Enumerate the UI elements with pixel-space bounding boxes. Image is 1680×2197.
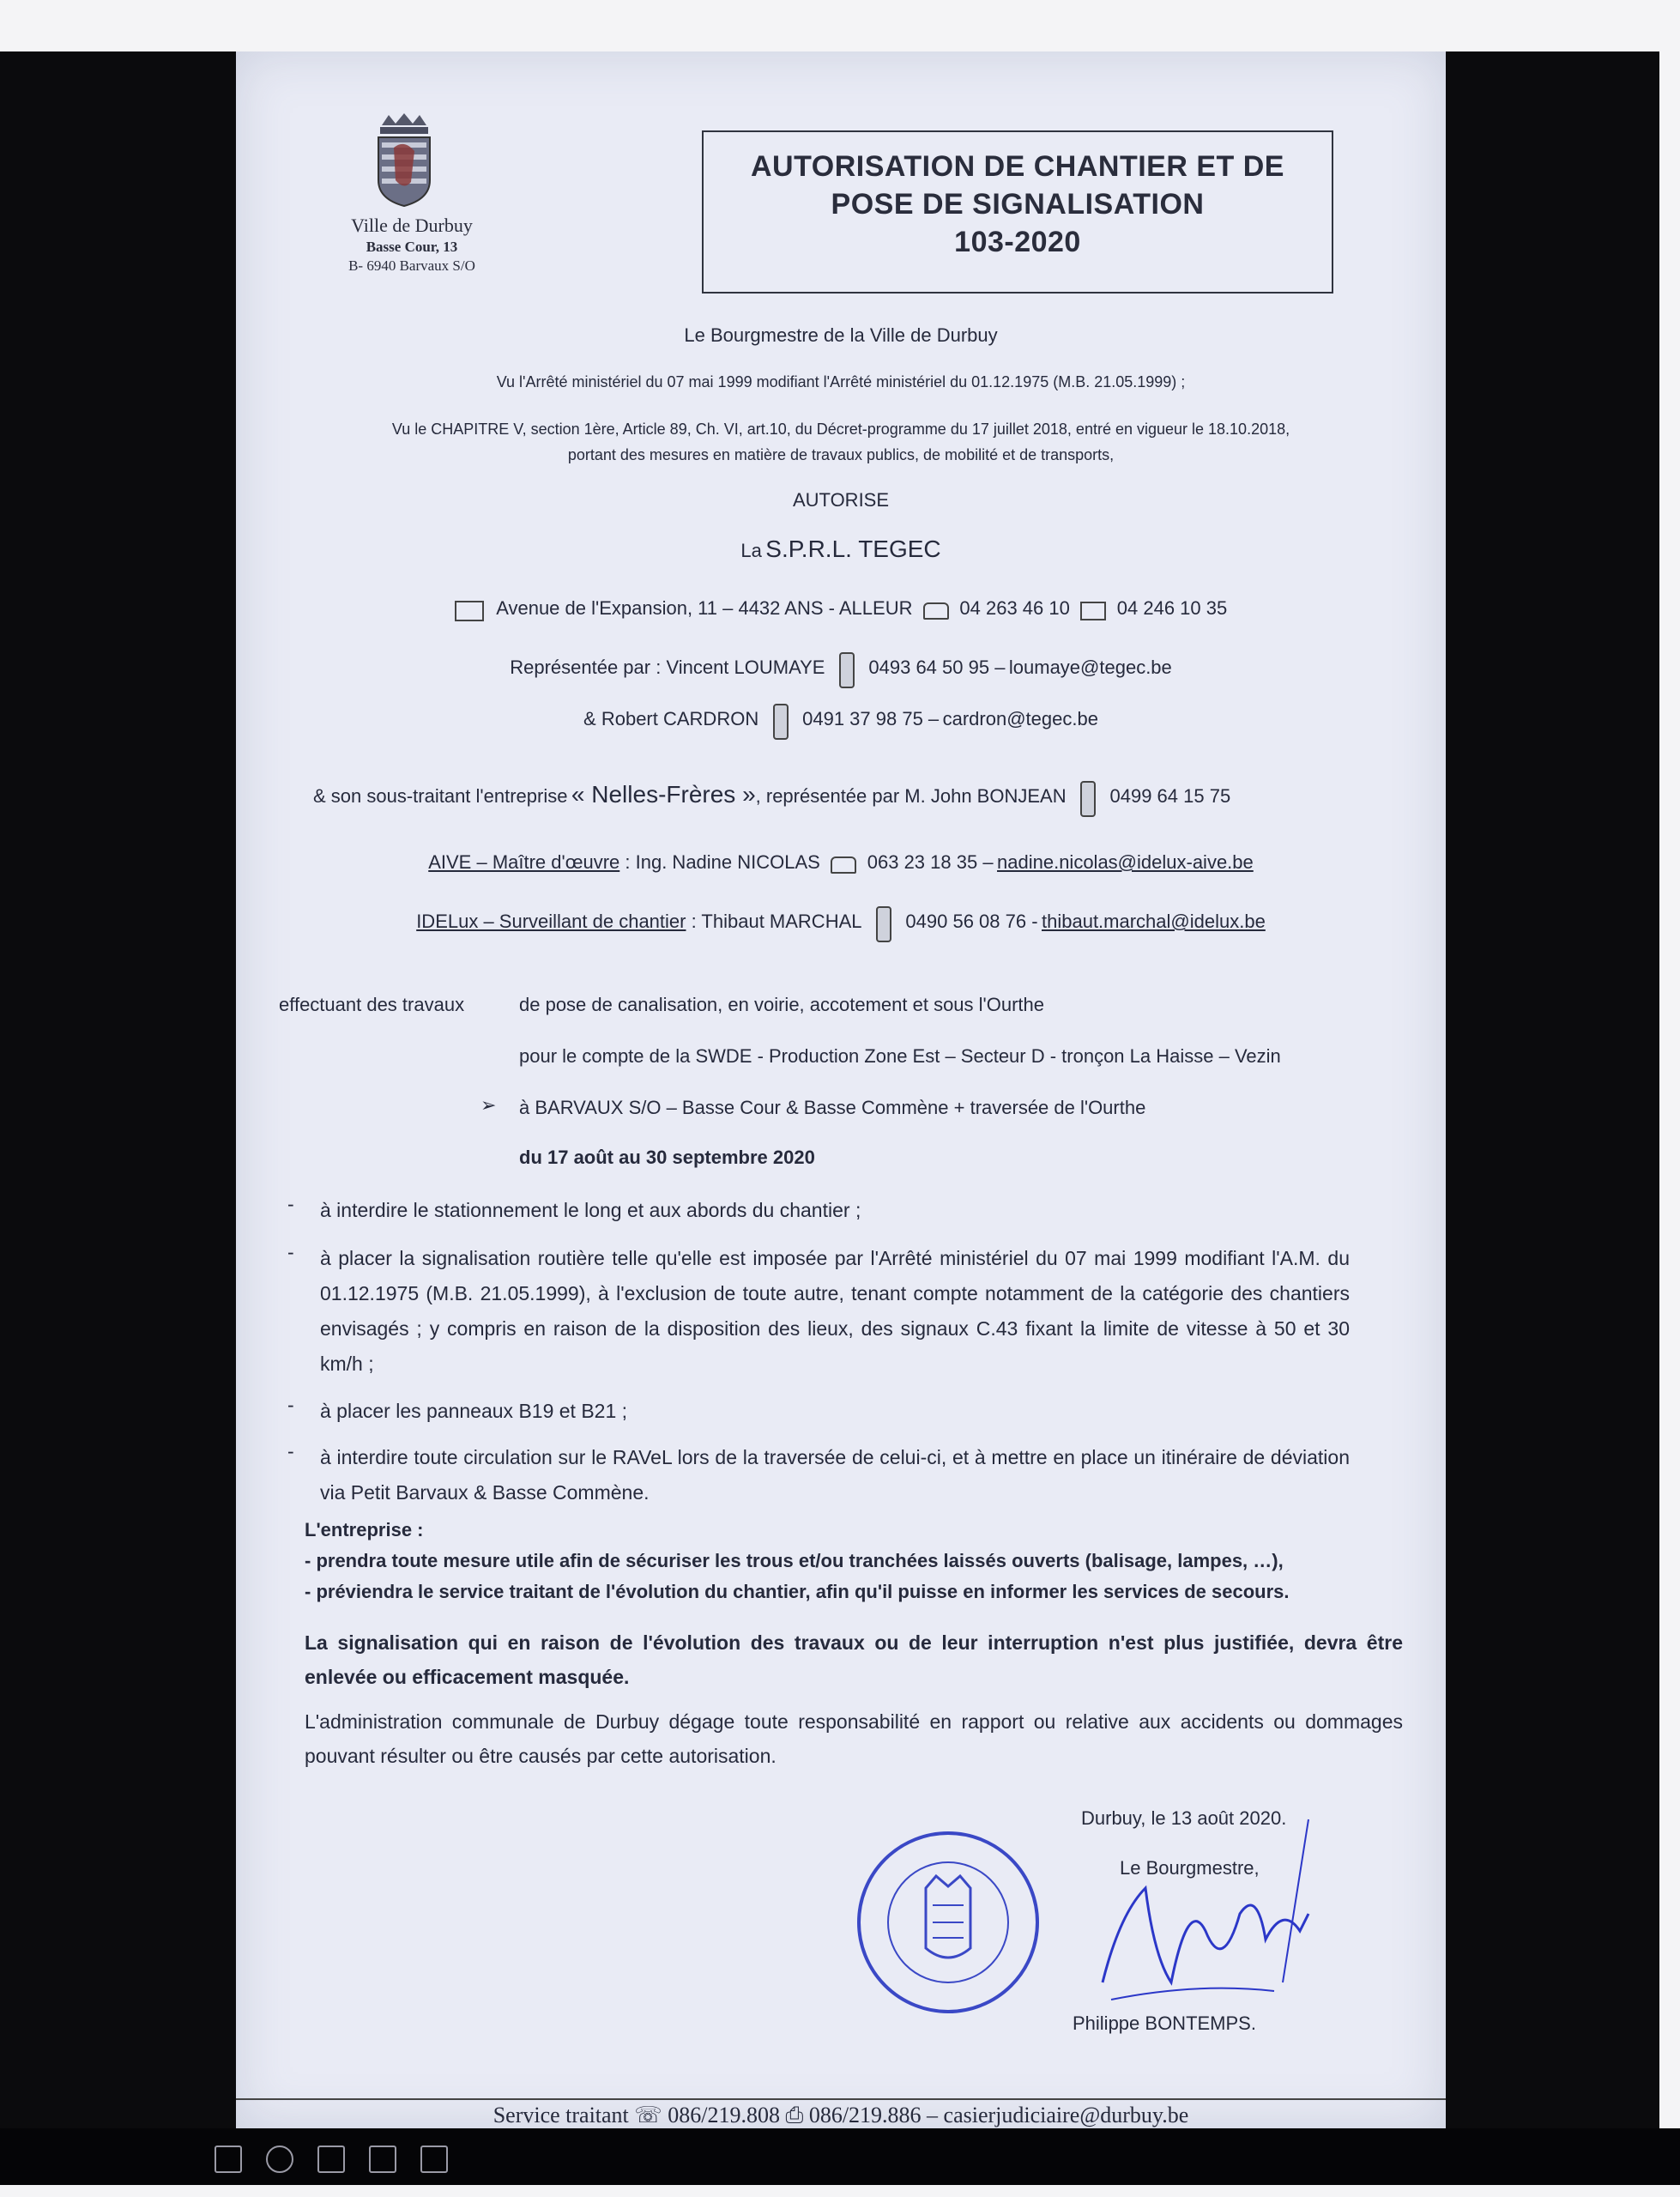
obligation-item: - à interdire le stationnement le long et aux abords du chantier ; [287,1193,1403,1229]
company-phone: 04 263 46 10 [959,597,1070,619]
representative-2 [236,704,1446,740]
obligation-item: - à placer les panneaux B19 et B21 ; [287,1394,1403,1430]
entreprise-heading: L'entreprise : [305,1519,424,1540]
obligation-text: à interdire le stationnement le long et aux abords du chantier ; [320,1199,861,1221]
aive-line [236,851,1446,874]
legal-basis-1: Vu l'Arrêté ministériel du 07 mai 1999 modifiant l'Arrêté ministériel du 01.12.1975 (M.B. 21.05.1999) ; [496,373,1186,390]
municipality-city: B- 6940 Barvaux S/O [348,257,475,274]
telephone-icon [831,856,856,874]
representative-2-label: & Robert CARDRON [583,708,759,730]
representative-1 [236,652,1446,688]
works-period: du 17 août au 30 septembre 2020 [519,1147,815,1168]
works-label: effectuant des travaux [279,994,465,1015]
title-box [702,130,1333,294]
photo-border-top [0,0,1680,51]
signature-role: Le Bourgmestre, [1120,1857,1260,1879]
subcontractor-prefix: & son sous-traitant l'entreprise [313,785,568,808]
works-description: de pose de canalisation, en voirie, accotement et sous l'Ourthe [519,994,1045,1015]
subcontractor-line [313,781,1429,817]
obligation-text: à interdire toute circulation sur le RAVeL lors de la traversée de celui-ci, et à mettre en place un itinéraire de déviation via Petit Barvaux & Basse Commène. [320,1446,1350,1504]
municipality-block [287,215,536,275]
company-address: Avenue de l'Expansion, 11 – 4432 ANS - ALLEUR [496,597,913,619]
title-line-2: POSE DE SIGNALISATION [831,188,1205,221]
obligation-item: - à interdire toute circulation sur le RAVeL lors de la traversée de celui-ci, et à mettre en place un itinéraire de déviation via Petit Barvaux & Basse Commène. [287,1440,1403,1512]
signatory-name: Philippe BONTEMPS. [1073,2012,1256,2034]
signature-place-date: Durbuy, le 13 août 2020. [1081,1807,1287,1829]
entreprise-item-2: - préviendra le service traitant de l'évolution du chantier, afin qu'il puisse en informer les services de secours. [305,1581,1290,1602]
issuer: Le Bourgmestre de la Ville de Durbuy [684,324,998,346]
taskbar [0,2128,1680,2185]
representative-1-label: Représentée par : Vincent LOUMAYE [510,657,825,679]
works-location: à BARVAUX S/O – Basse Cour & Basse Commène + traversée de l'Ourthe [519,1097,1146,1118]
representative-2-phone: 0491 37 98 75 – [802,708,940,730]
obligation-text: à placer les panneaux B19 et B21 ; [320,1400,628,1422]
aive-email[interactable]: nadine.nicolas@idelux-aive.be [997,851,1254,873]
idelux-email[interactable]: thibaut.marchal@idelux.be [1042,911,1266,933]
windows-start-icon[interactable] [215,2146,242,2173]
task-view-icon[interactable] [317,2146,345,2173]
aive-contact: : Ing. Nadine NICOLAS [619,851,820,873]
title-line-1: AUTORISATION DE CHANTIER ET DE [751,150,1284,183]
works-client: pour le compte de la SWDE - Production Zone Est – Secteur D - tronçon La Haisse – Vezin [519,1045,1281,1067]
disclaimer: L'administration communale de Durbuy dégage toute responsabilité en rapport ou relative aux accidents ou dommages pouvant résulter ou être causés par cette autorisation. [305,1710,1403,1767]
idelux-role: IDELux – Surveillant de chantier [416,911,686,933]
subcontractor-name: « Nelles-Frères » [571,781,756,808]
fax-icon [1080,602,1106,620]
photo-border-right [1659,0,1680,2197]
mobile-phone-icon [773,704,789,740]
signalisation-note: La signalisation qui en raison de l'évolution des travaux ou de leur interruption n'est plus justifiée, devra être enlevée ou efficacement masquée. [305,1631,1403,1688]
idelux-contact: : Thibaut MARCHAL [686,911,862,933]
legal-basis-2a: Vu le CHAPITRE V, section 1ère, Article 89, Ch. VI, art.10, du Décret-programme du 17 juillet 2018, entré en vigueur le 18.10.2018, [391,421,1290,438]
subcontractor-representative: , représentée par M. John BONJEAN [755,785,1067,808]
representative-2-email[interactable]: cardron@tegec.be [942,708,1098,730]
subcontractor-phone: 0499 64 15 75 [1109,785,1231,808]
legal-basis-2b: portant des mesures en matière de travaux publics, de mobilité et de transports, [567,446,1115,463]
municipal-stamp-icon [854,1828,1042,2017]
obligation-item: - à placer la signalisation routière telle qu'elle est imposée par l'Arrêté ministériel du 07 mai 1999 modifiant l'A.M. du 01.12.1975 (M.B. 21.05.1999), à l'exclusion de toute autre, tenant compte notamment de la catégorie des chantiers envisagés ; y compris en raison de la disposition des lieux, des signaux C.43 fixant la limite de vitesse à 50 et 30 km/h ; [287,1241,1403,1387]
search-icon[interactable] [266,2146,293,2173]
obligation-text: à placer la signalisation routière telle qu'elle est imposée par l'Arrêté ministériel du 07 mai 1999 modifiant l'A.M. du 01.12.1975 (M.B. 21.05.1999), à l'exclusion de toute autre, tenant compte notamment de la catégorie des chantiers envisagés ; y compris en raison de la disposition des lieux, des signaux C.43 fixant la limite de vitesse à 50 et 30 km/h ; [320,1247,1350,1375]
company-prefix: La [740,540,762,561]
mobile-phone-icon [1080,781,1096,817]
photo-border-bottom [0,2185,1680,2197]
company-name: S.P.R.L. TEGEC [765,536,941,562]
municipality-address: Basse Cour, 13 [366,239,458,255]
telephone-icon [923,602,949,620]
municipality-name: Ville de Durbuy [351,215,473,236]
authorization-number: 103-2020 [954,226,1081,258]
handwritten-signature-icon [1094,1811,1351,2008]
aive-role: AIVE – Maître d'œuvre [428,851,620,873]
footer-divider [236,2098,1446,2100]
entreprise-item-1: - prendra toute mesure utile afin de sécuriser les trous et/ou tranchées laissés ouverts (balisage, lampes, …), [305,1550,1284,1571]
idelux-line [236,906,1446,942]
file-explorer-icon[interactable] [369,2146,396,2173]
municipal-crest-icon [373,113,435,208]
representative-1-phone: 0493 64 50 95 – [868,657,1006,679]
mobile-phone-icon [839,652,855,688]
arrow-bullet-icon: ➢ [480,1094,497,1116]
idelux-phone: 0490 56 08 76 - [905,911,1038,933]
document-page [236,51,1446,2128]
app-icon[interactable] [420,2146,448,2173]
representative-1-email[interactable]: loumaye@tegec.be [1008,657,1172,679]
mobile-phone-icon [876,906,891,942]
autorise-heading: AUTORISE [792,489,890,511]
footer-service: Service traitant ☏ 086/219.808 ⎙ 086/219.886 – casierjudiciaire@durbuy.be [493,2103,1189,2127]
aive-phone: 063 23 18 35 – [867,851,994,873]
company-name-line [236,536,1446,563]
company-fax: 04 246 10 35 [1116,597,1228,619]
company-contact-line [236,597,1446,621]
envelope-icon [455,601,484,621]
